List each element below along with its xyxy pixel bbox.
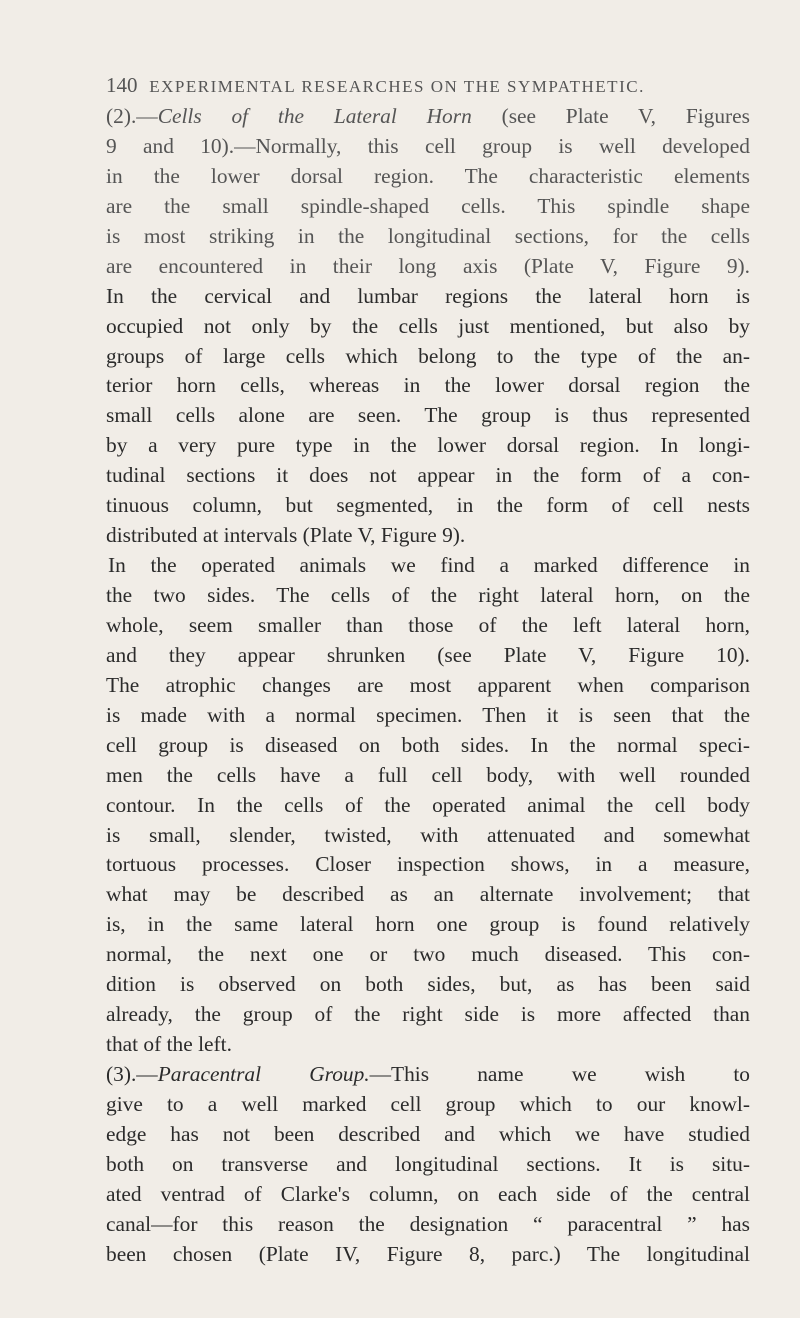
text-line: edge has not been described and which we have studied	[106, 1121, 750, 1146]
text-run: —This name we wish to	[369, 1062, 751, 1086]
running-head	[106, 72, 750, 98]
text-line	[106, 102, 750, 132]
text-line: terior horn cells, whereas in the lower dorsal region the	[106, 373, 750, 398]
text-line: in the lower dorsal region. The characteristic elements	[106, 163, 750, 188]
text-line: dition is observed on both sides, but, as has been said	[106, 972, 750, 997]
text-line: normal, the next one or two much diseased. This con-	[106, 942, 750, 967]
text-line: small cells alone are seen. The group is thus represented	[106, 403, 750, 428]
text-line: canal—for this reason the designation “ paracentral ” has	[106, 1211, 750, 1236]
text-line: already, the group of the right side is more affected than	[106, 1002, 750, 1027]
text-line: 9 and 10).—Normally, this cell group is well developed	[106, 133, 750, 158]
text-line: men the cells have a full cell body, with well rounded	[106, 762, 750, 787]
text-line: are the small spindle-shaped cells. This spindle shape	[106, 193, 750, 218]
text-line: is made with a normal specimen. Then it is seen that the	[106, 702, 750, 727]
text-line: groups of large cells which belong to the type of the an-	[106, 343, 750, 368]
text-line: what may be described as an alternate involvement; that	[106, 882, 750, 907]
text-line: is, in the same lateral horn one group is found relatively	[106, 912, 750, 937]
text-line: the two sides. The cells of the right lateral horn, on the	[106, 583, 750, 607]
text-line: been chosen (Plate IV, Figure 8, parc.) The longitudinal	[106, 1241, 750, 1266]
text-line: by a very pure type in the lower dorsal region. In longi-	[106, 433, 750, 458]
text-line: is small, slender, twisted, with attenuated and somewhat	[106, 822, 750, 847]
text-line: is most striking in the longitudinal sections, for the cells	[106, 223, 750, 248]
text-line: distributed at intervals (Plate V, Figure 9).	[106, 523, 466, 548]
text-line: whole, seem smaller than those of the left lateral horn,	[106, 612, 750, 637]
text-run: (see Plate V, Figures	[471, 104, 750, 128]
text-line: and they appear shrunken (see Plate V, Figure 10).	[106, 642, 750, 667]
text-line: tudinal sections it does not appear in the form of a con-	[106, 463, 750, 488]
text-line: give to a well marked cell group which to our knowl-	[106, 1091, 750, 1116]
italic-heading: Cells of the Lateral Horn	[157, 104, 472, 128]
page-number: 140	[106, 73, 138, 97]
text-line: both on transverse and longitudinal sections. It is situ-	[106, 1151, 750, 1176]
running-title: EXPERIMENTAL RESEARCHES ON THE SYMPATHETIC.	[149, 77, 645, 96]
text-line: cell group is diseased on both sides. In the normal speci-	[106, 732, 750, 757]
text-line: tinuous column, but segmented, in the form of cell nests	[106, 493, 750, 518]
text-run: (3).—	[106, 1062, 158, 1086]
text-line: occupied not only by the cells just mentioned, but also by	[106, 313, 750, 338]
text-run: (2).—	[106, 104, 158, 128]
text-line: are encountered in their long axis (Plate V, Figure 9).	[106, 253, 750, 278]
text-line: The atrophic changes are most apparent when comparison	[106, 672, 750, 697]
text-line: tortuous processes. Closer inspection shows, in a measure,	[106, 852, 750, 877]
text-line: that of the left.	[106, 1032, 232, 1057]
body-text	[106, 102, 750, 1270]
text-line: In the operated animals we find a marked difference in	[108, 553, 750, 578]
text-line: contour. In the cells of the operated animal the cell body	[106, 792, 750, 817]
text-line: ated ventrad of Clarke's column, on each side of the central	[106, 1181, 750, 1206]
text-line	[106, 1060, 750, 1090]
text-line: In the cervical and lumbar regions the lateral horn is	[106, 283, 750, 308]
italic-heading: Paracentral Group.	[157, 1062, 370, 1086]
